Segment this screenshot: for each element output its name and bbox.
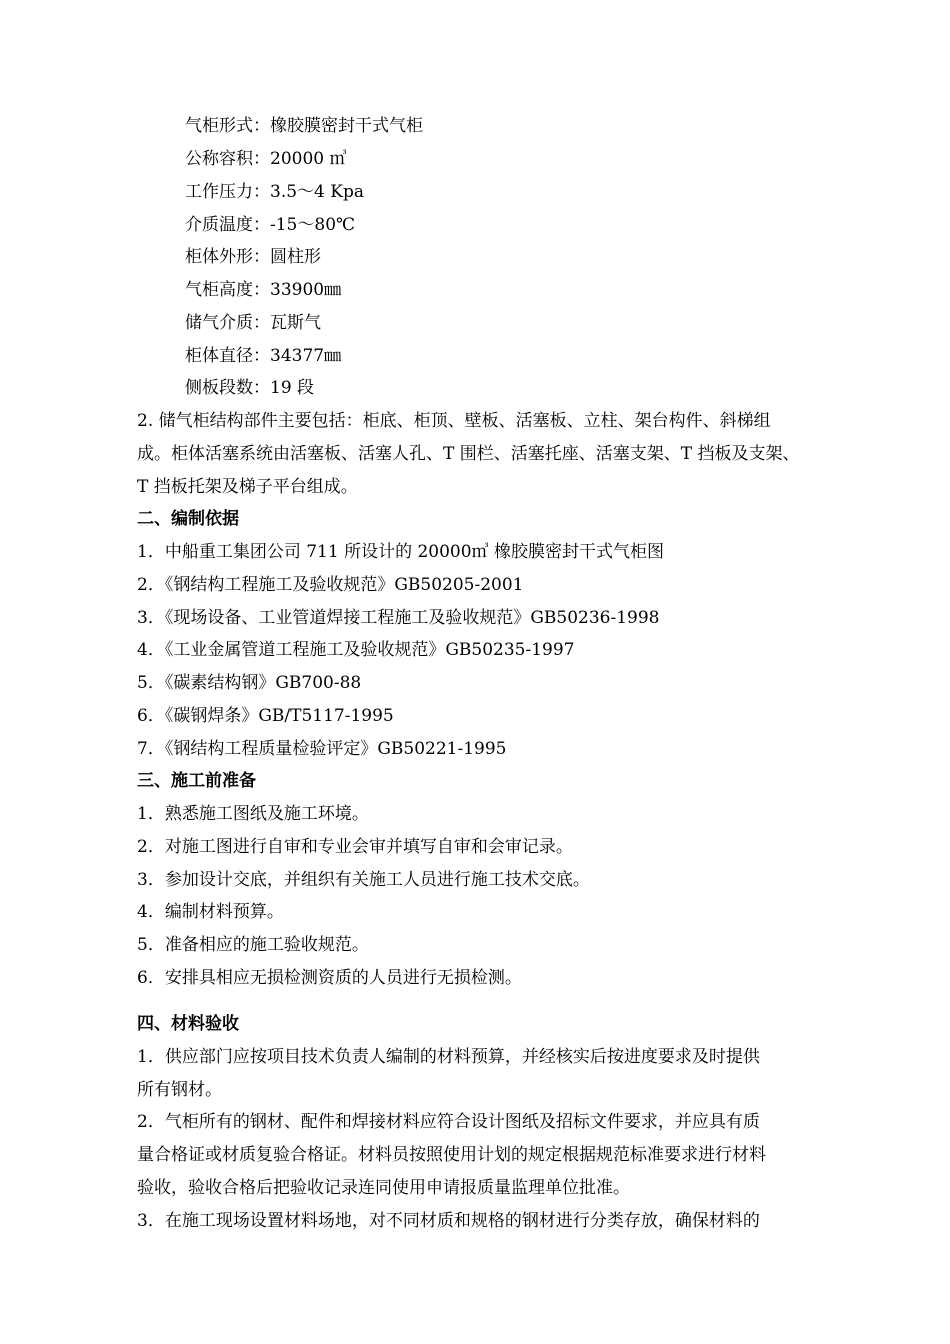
- spec-line: 储气介质：瓦斯气: [185, 313, 321, 333]
- list-item: 7．《钢结构工程质量检验评定》GB50221-1995: [137, 739, 507, 759]
- section-heading: 四、材料验收: [137, 1014, 239, 1034]
- paragraph-line: 所有钢材。: [137, 1080, 222, 1100]
- section-heading: 三、施工前准备: [137, 771, 256, 791]
- spec-line: 侧板段数：19 段: [185, 378, 315, 398]
- list-item: 2．对施工图进行自审和专业会审并填写自审和会审记录。: [137, 837, 573, 857]
- paragraph-line: 量合格证或材质复验合格证。材料员按照使用计划的规定根据规范标准要求进行材料: [137, 1145, 766, 1165]
- spec-line: 柜体直径：34377㎜: [185, 346, 342, 366]
- list-item: 6．《碳钢焊条》GB/T5117-1995: [137, 706, 394, 726]
- list-item: 1．熟悉施工图纸及施工环境。: [137, 804, 369, 824]
- spec-line: 气柜形式：橡胶膜密封干式气柜: [185, 116, 423, 136]
- list-item: 3．参加设计交底，并组织有关施工人员进行施工技术交底。: [137, 870, 590, 890]
- paragraph-line: 成。柜体活塞系统由活塞板、活塞人孔、T 围栏、活塞托座、活塞支架、T 挡板及支架、: [137, 444, 800, 464]
- list-item: 4．《工业金属管道工程施工及验收规范》GB50235-1997: [137, 640, 575, 660]
- paragraph-line: 2. 储气柜结构部件主要包括：柜底、柜顶、壁板、活塞板、立柱、架台构件、斜梯组: [137, 411, 771, 431]
- spec-line: 公称容积：20000 ㎥: [185, 149, 347, 169]
- list-item: 6．安排具相应无损检测资质的人员进行无损检测。: [137, 968, 522, 988]
- list-item: 3．《现场设备、工业管道焊接工程施工及验收规范》GB50236-1998: [137, 608, 660, 628]
- paragraph-line: 3．在施工现场设置材料场地，对不同材质和规格的钢材进行分类存放，确保材料的: [137, 1211, 760, 1231]
- section-heading: 二、编制依据: [137, 509, 239, 529]
- list-item: 1．中船重工集团公司 711 所设计的 20000㎥ 橡胶膜密封干式气柜图: [137, 542, 664, 562]
- paragraph-line: 验收，验收合格后把验收记录连同使用申请报质量监理单位批准。: [137, 1178, 630, 1198]
- spec-line: 柜体外形：圆柱形: [185, 247, 321, 267]
- paragraph-line: 1．供应部门应按项目技术负责人编制的材料预算，并经核实后按进度要求及时提供: [137, 1047, 760, 1067]
- list-item: 5．《碳素结构钢》GB700-88: [137, 673, 362, 693]
- paragraph-line: 2．气柜所有的钢材、配件和焊接材料应符合设计图纸及招标文件要求，并应具有质: [137, 1112, 760, 1132]
- spec-line: 气柜高度：33900㎜: [185, 280, 342, 300]
- list-item: 5．准备相应的施工验收规范。: [137, 935, 369, 955]
- list-item: 2．《钢结构工程施工及验收规范》GB50205-2001: [137, 575, 524, 595]
- spec-line: 介质温度：-15～80℃: [185, 215, 356, 235]
- paragraph-line: T 挡板托架及梯子平台组成。: [137, 477, 358, 497]
- spec-line: 工作压力：3.5～4 Kpa: [185, 182, 364, 202]
- list-item: 4．编制材料预算。: [137, 902, 284, 922]
